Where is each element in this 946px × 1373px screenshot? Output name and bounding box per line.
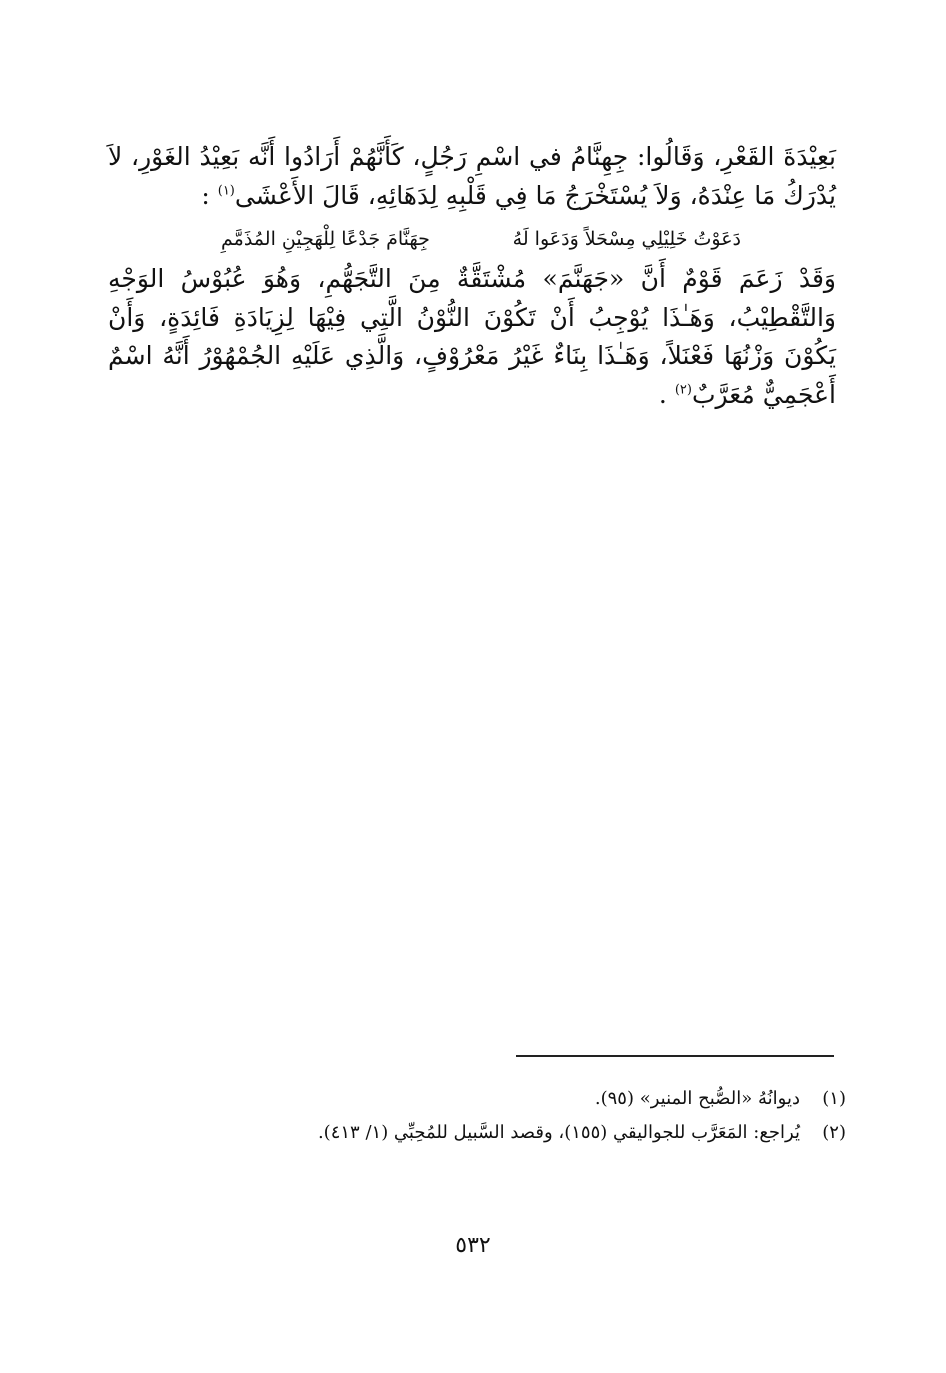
- footnote-item: [106, 1116, 846, 1150]
- main-text: [108, 138, 836, 415]
- footnote-reference: (١): [217, 183, 235, 199]
- footnote-number: (١): [822, 1088, 846, 1109]
- text-line: وَهَـٰذَا يُوْجِبُ أَنْ تَكُوْنَ النُّوْنُ الَّتِي فِيْهَا لِزِيَادَةِ فَائِدَةٍ، وَأَنْ يَكُوْنَ وَزْنُهَا فَعْنَلاً،: [108, 302, 836, 371]
- paragraph-1: [108, 138, 836, 216]
- footnote-separator: [516, 1055, 834, 1057]
- footnotes: [106, 1082, 846, 1150]
- footnote-item: [106, 1082, 846, 1116]
- text-line: وَقَدْ زَعَمَ قَوْمٌ أَنَّ «جَهَنَّمَ» مُشْتَقَّةٌ مِنَ التَّجَهُّمِ، وَهُوَ عُبُوْسُ الوَجْهِ وَالتَّقْطِيْبُ،: [108, 263, 836, 332]
- verse-first-hemistich: دَعَوْتُ خَلِيْلِي مِسْحَلاً وَدَعَوا لَهُ: [512, 227, 741, 250]
- footnote-text: يُراجع: المَعَرَّب للجواليقي (١٥٥)، وقصد السَّبيل للمُحِبِّي (١/ ٤١٣).: [317, 1122, 800, 1144]
- punctuation: :: [201, 180, 210, 210]
- footnote-number: (٢): [822, 1122, 846, 1144]
- footnote-text: ديوانُهُ «الصُّبح المنير» (٩٥).: [594, 1088, 800, 1109]
- footnote-reference: (٢): [674, 382, 692, 398]
- page-number: ٥٣٢: [455, 1233, 491, 1258]
- text-line: وَهَـٰذَا بِنَاءٌ غَيْرُ مَعْرُوْفٍ، وَالَّذِي عَلَيْهِ الجُمْهُوْرُ أَنَّهُ اسْمٌ أَعْجَمِيٌّ مُعَرَّبٌ: [108, 341, 836, 410]
- paragraph-2: [108, 260, 836, 415]
- text-line: بَعِيْدَةَ القَعْرِ، وَقَالُوا: جِهِنَّامُ في اسْمِ رَجُلٍ، كَأَنَّهُمْ أَرَادُوا أَنَّه بَعِيْدُ الغَوْرِ، لاَ: [108, 142, 836, 171]
- poetry-verse: [221, 224, 741, 254]
- verse-second-hemistich: جِهَنَّامَ جَدْعًا لِلْهَجِيْنِ المُذَمَّمِ: [221, 227, 430, 250]
- text-line: يُدْرَكُ مَا عِنْدَهُ، وَلاَ يُسْتَخْرَجُ مَا فِي قَلْبِهِ لِدَهَائِهِ، قَالَ الأَعْشَى: [234, 180, 836, 210]
- punctuation: .: [658, 380, 667, 410]
